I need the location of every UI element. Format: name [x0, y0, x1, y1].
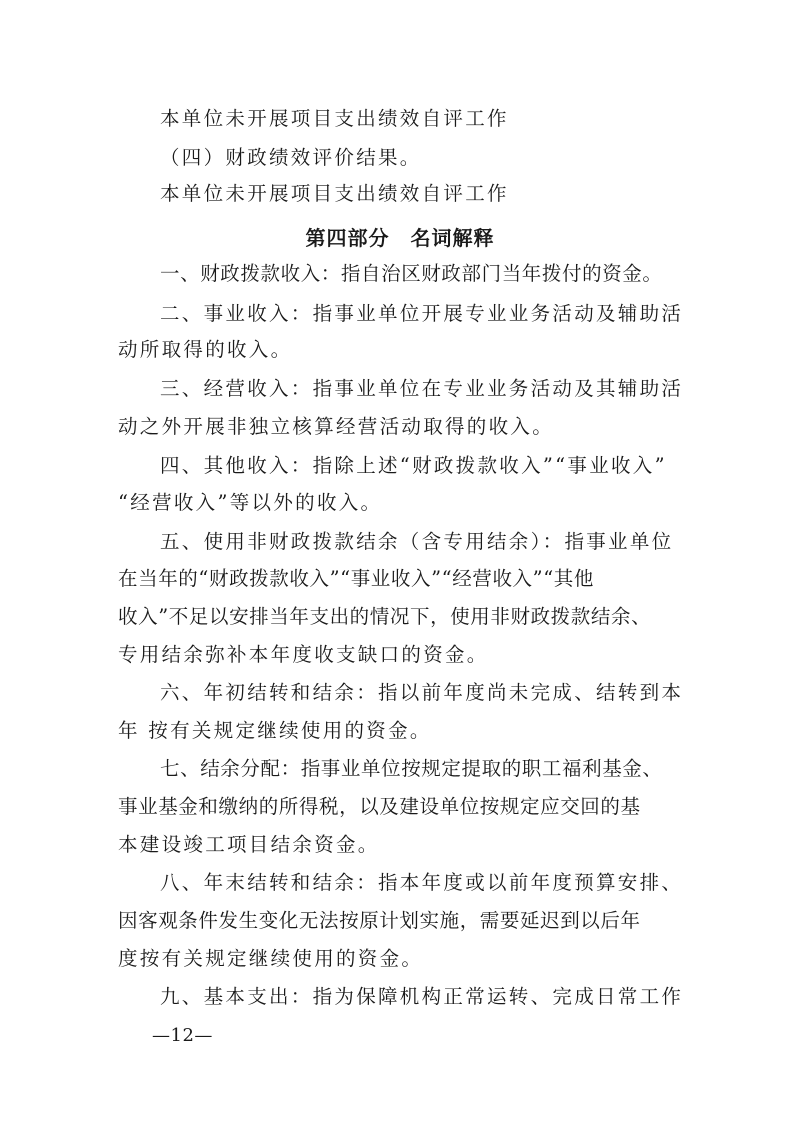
- text-line: 收入”不足以安排当年支出的情况下，使用非财政拨款结余、: [118, 605, 652, 628]
- text-line: 事业基金和缴纳的所得税，以及建设单位按规定应交回的基: [118, 795, 641, 818]
- text-line: 本单位未开展项目支出绩效自评工作: [160, 182, 509, 205]
- text-line: 本单位未开展项目支出绩效自评工作: [160, 107, 509, 130]
- text-line: 四、其他收入：指除上述“财政拨款收入”“事业收入”: [160, 454, 667, 477]
- part-heading: 第四部分 名词解释: [305, 226, 495, 250]
- text-line: 七、结余分配：指事业单位按规定提取的职工福利基金、: [160, 757, 663, 780]
- text-line: 专用结余弥补本年度收支缺口的资金。: [118, 643, 489, 666]
- text-line: 二、事业收入：指事业单位开展专业业务活动及辅助活: [160, 302, 684, 325]
- text-line: 动之外开展非独立核算经营活动取得的收入。: [118, 415, 555, 438]
- text-line: 在当年的“财政拨款收入”“事业收入”“经营收入”“其他: [118, 567, 594, 590]
- page-number: —12—: [152, 1025, 213, 1046]
- text-line: 三、经营收入：指事业单位在专业业务活动及其辅助活: [160, 377, 684, 400]
- text-line: 一、财政拨款收入：指自治区财政部门当年拨付的资金。: [160, 262, 663, 285]
- text-line: 年 按有关规定继续使用的资金。: [118, 719, 432, 742]
- text-line: 动所取得的收入。: [118, 338, 293, 361]
- text-line: 六、年初结转和结余：指以前年度尚未完成、结转到本: [160, 681, 684, 704]
- text-line: 九、基本支出：指为保障机构正常运转、完成日常工作: [160, 985, 684, 1008]
- text-line: 五、使用非财政拨款结余（含专用结余）：指事业单位: [160, 530, 674, 553]
- text-line: 因客观条件发生变化无法按原计划实施，需要延迟到以后年: [118, 909, 641, 932]
- text-line: 度按有关规定继续使用的资金。: [118, 947, 424, 970]
- section-heading: （四）财政绩效评价结果。: [160, 146, 422, 169]
- text-line: 八、年末结转和结余：指本年度或以前年度预算安排、: [160, 871, 684, 894]
- text-line: “经营收入”等以外的收入。: [118, 491, 383, 514]
- text-line: 本建设竣工项目结余资金。: [118, 833, 380, 856]
